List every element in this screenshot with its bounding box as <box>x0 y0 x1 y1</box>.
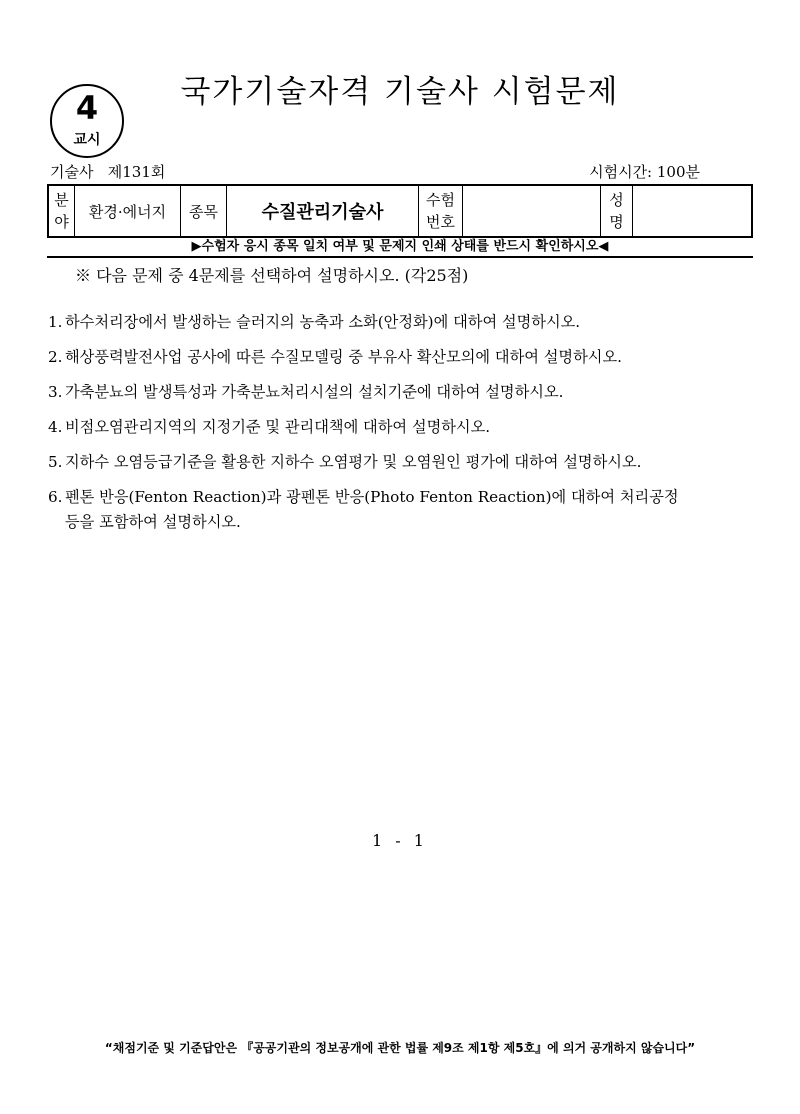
question-text: 비점오염관리지역의 지정기준 및 관리대책에 대하여 설명하시오. <box>65 418 491 436</box>
question-text: 가축분뇨의 발생특성과 가축분뇨처리시설의 설치기준에 대하여 설명하시오. <box>65 383 564 401</box>
session-label: 교시 <box>73 132 101 148</box>
name-label-bottom: 명 <box>609 213 624 231</box>
question-number: 1. <box>48 313 63 331</box>
question-text: 해상풍력발전사업 공사에 따른 수질모델링 중 부유사 확산모의에 대하여 설명하시오. <box>65 348 622 366</box>
exam-duration: 시험시간: 100분 <box>589 163 700 181</box>
field-label-bottom: 야 <box>54 213 69 231</box>
exam-number-label-top: 수험 <box>426 191 455 209</box>
page-number: 1 - 1 <box>372 831 428 850</box>
divider <box>47 256 753 258</box>
question-text: 펜톤 반응(Fenton Reaction)과 광펜톤 반응(Photo Fenton Reaction)에 대하여 처리공정 <box>65 488 679 506</box>
exam-round: 기술사 제131회 <box>50 163 166 181</box>
question-text-continued: 등을 포함하여 설명하시오. <box>65 513 241 531</box>
page-title: 국가기술자격 기술사 시험문제 <box>180 74 620 110</box>
question-number: 3. <box>48 383 63 401</box>
session-number: 4 <box>75 89 99 127</box>
question-number: 4. <box>48 418 63 436</box>
question-list <box>48 310 758 545</box>
question-item <box>48 415 758 440</box>
footer-disclaimer: “채점기준 및 기준답안은 『공공기관의 정보공개에 관한 법률 제9조 제1항 제5호』에 의거 공개하지 않습니다” <box>104 1041 696 1055</box>
question-number: 6. <box>48 488 63 506</box>
category-label: 종목 <box>181 186 227 236</box>
question-item <box>48 345 758 370</box>
question-item <box>48 485 758 535</box>
category-value: 수질관리기술사 <box>227 186 419 236</box>
exam-number-label-bottom: 번호 <box>426 213 455 231</box>
name-label-cell <box>601 186 633 236</box>
question-number: 5. <box>48 453 63 471</box>
exam-number-field[interactable] <box>463 186 601 236</box>
name-label-top: 성 <box>609 191 624 209</box>
question-text: 하수처리장에서 발생하는 슬러지의 농축과 소화(안정화)에 대하여 설명하시오. <box>65 313 581 331</box>
question-text: 지하수 오염등급기준을 활용한 지하수 오염평가 및 오염원인 평가에 대하여 설명하시오. <box>65 453 642 471</box>
exam-info-table <box>47 184 753 238</box>
field-label-cell <box>49 186 75 236</box>
exam-number-label-cell <box>419 186 463 236</box>
field-value: 환경·에너지 <box>75 186 181 236</box>
session-badge <box>50 84 124 158</box>
notice-banner: ▶수험자 응시 종목 일치 여부 및 문제지 인쇄 상태를 반드시 확인하시오◀ <box>191 239 609 254</box>
name-field[interactable] <box>633 186 751 236</box>
instruction-text: ※ 다음 문제 중 4문제를 선택하여 설명하시오. (각25점) <box>75 266 469 285</box>
question-item <box>48 450 758 475</box>
question-item <box>48 380 758 405</box>
question-item <box>48 310 758 335</box>
question-number: 2. <box>48 348 63 366</box>
field-label-top: 분 <box>54 191 69 209</box>
